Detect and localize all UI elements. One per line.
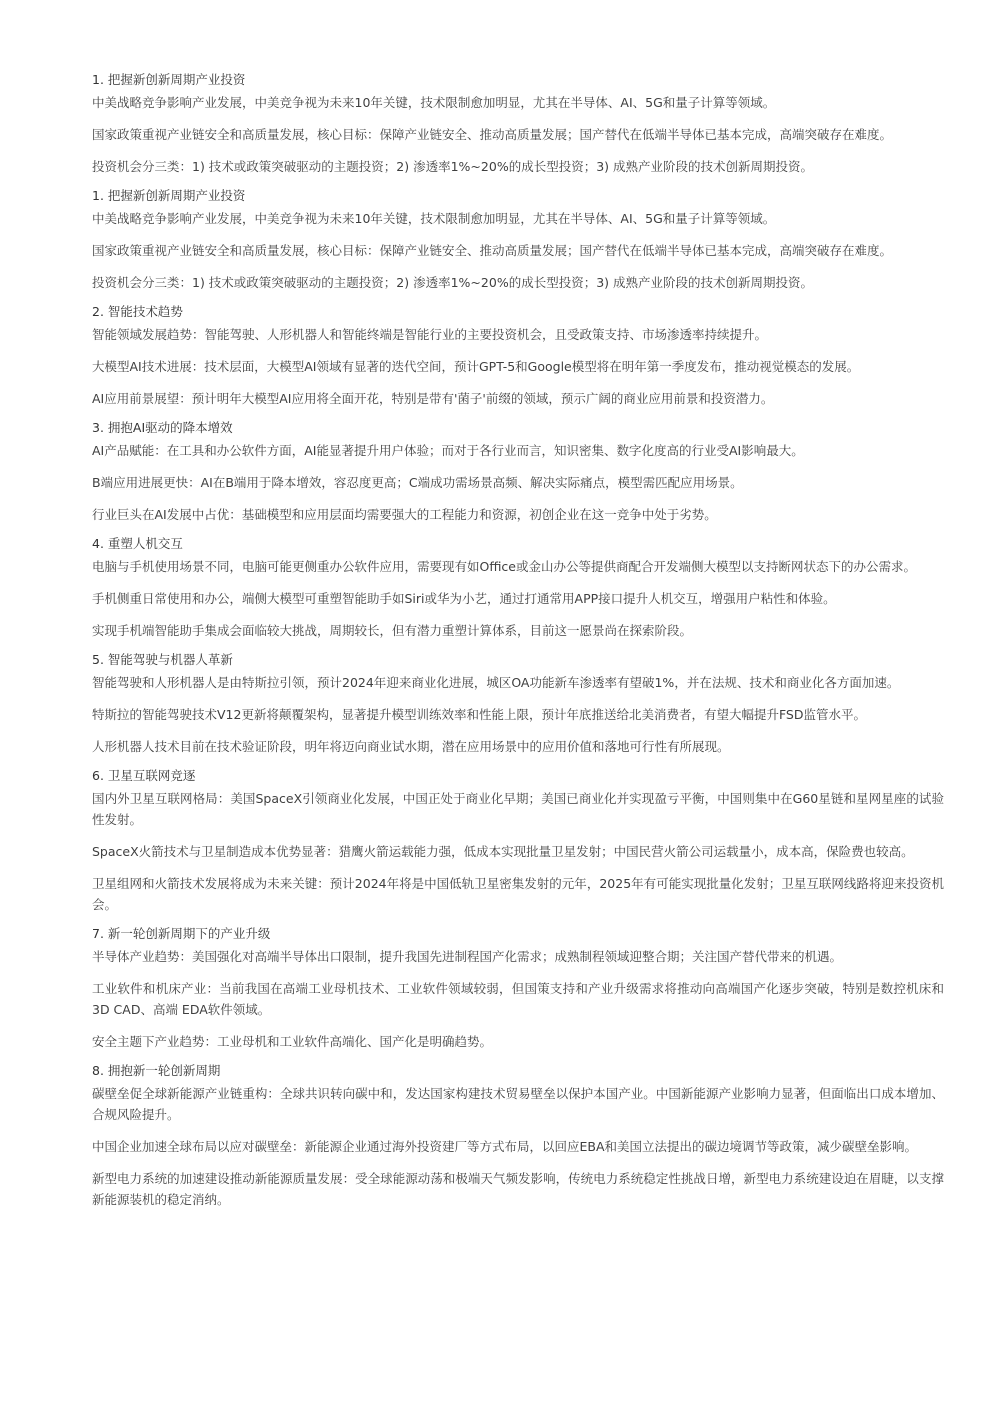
section-heading: 5. 智能驾驶与机器人革新 <box>92 652 233 667</box>
paragraph: B端应用进展更快：AI在B端用于降本增效，容忍度更高；C端成功需场景高频、解决实际痛点，模型需匹配应用场景。 <box>92 475 743 490</box>
paragraph: 中美战略竞争影响产业发展，中美竞争视为未来10年关键，技术限制愈加明显，尤其在半导体、AI、5G和量子计算等领域。 <box>92 211 776 226</box>
section <box>92 766 944 915</box>
paragraph: 人形机器人技术目前在技术验证阶段，明年将迈向商业试水期，潜在应用场景中的应用价值和落地可行性有所展现。 <box>92 739 730 754</box>
paragraph: 半导体产业趋势：美国强化对高端半导体出口限制，提升我国先进制程国产化需求；成熟制程领域迎整合期；关注国产替代带来的机遇。 <box>92 949 843 964</box>
document-page <box>92 70 944 1219</box>
section-heading: 8. 拥抱新一轮创新周期 <box>92 1063 221 1078</box>
section-heading: 2. 智能技术趋势 <box>92 304 183 319</box>
paragraph: 安全主题下产业趋势：工业母机和工业软件高端化、国产化是明确趋势。 <box>92 1034 493 1049</box>
paragraph: 国家政策重视产业链安全和高质量发展，核心目标：保障产业链安全、推动高质量发展；国产替代在低端半导体已基本完成，高端突破存在难度。 <box>92 243 893 258</box>
section-heading: 7. 新一轮创新周期下的产业升级 <box>92 926 271 941</box>
paragraph: 投资机会分三类：1) 技术或政策突破驱动的主题投资；2) 渗透率1%~20%的成长型投资；3) 成熟产业阶段的技术创新周期投资。 <box>92 159 813 174</box>
paragraph: 智能驾驶和人形机器人是由特斯拉引领，预计2024年迎来商业化进展，城区OA功能新车渗透率有望破1%，并在法规、技术和商业化各方面加速。 <box>92 675 900 690</box>
paragraph: 行业巨头在AI发展中占优：基础模型和应用层面均需要强大的工程能力和资源，初创企业在这一竞争中处于劣势。 <box>92 507 717 522</box>
section-heading: 1. 把握新创新周期产业投资 <box>92 188 246 203</box>
paragraph: 特斯拉的智能驾驶技术V12更新将颠覆架构，显著提升模型训练效率和性能上限，预计年底推送给北美消费者，有望大幅提升FSD监管水平。 <box>92 707 866 722</box>
paragraph: AI应用前景展望：预计明年大模型AI应用将全面开花，特别是带有'菌子'前缀的领域，预示广阔的商业应用前景和投资潜力。 <box>92 391 774 406</box>
section <box>92 302 944 409</box>
paragraph: 工业软件和机床产业：当前我国在高端工业母机技术、工业软件领域较弱，但国策支持和产业升级需求将推动向高端国产化逐步突破，特别是数控机床和3D CAD、高端 EDA软件领域。 <box>92 981 944 1017</box>
section-heading: 6. 卫星互联网竞逐 <box>92 768 196 783</box>
paragraph: 中国企业加速全球布局以应对碳壁垒：新能源企业通过海外投资建厂等方式布局，以回应EBA和美国立法提出的碳边境调节等政策，减少碳壁垒影响。 <box>92 1139 918 1154</box>
paragraph: 国家政策重视产业链安全和高质量发展，核心目标：保障产业链安全、推动高质量发展；国产替代在低端半导体已基本完成，高端突破存在难度。 <box>92 127 893 142</box>
paragraph: 碳壁垒促全球新能源产业链重构：全球共识转向碳中和，发达国家构建技术贸易壁垒以保护本国产业。中国新能源产业影响力显著，但面临出口成本增加、合规风险提升。 <box>92 1086 944 1122</box>
paragraph: 投资机会分三类：1) 技术或政策突破驱动的主题投资；2) 渗透率1%~20%的成长型投资；3) 成熟产业阶段的技术创新周期投资。 <box>92 275 813 290</box>
paragraph: 新型电力系统的加速建设推动新能源质量发展：受全球能源动荡和极端天气频发影响，传统电力系统稳定性挑战日增，新型电力系统建设迫在眉睫，以支撑新能源装机的稳定消纳。 <box>92 1171 944 1207</box>
paragraph: 大模型AI技术进展：技术层面，大模型AI领域有显著的迭代空间，预计GPT-5和Google模型将在明年第一季度发布，推动视觉模态的发展。 <box>92 359 860 374</box>
section <box>92 924 944 1052</box>
paragraph: 中美战略竞争影响产业发展，中美竞争视为未来10年关键，技术限制愈加明显，尤其在半导体、AI、5G和量子计算等领域。 <box>92 95 776 110</box>
section <box>92 70 944 177</box>
section-heading: 4. 重塑人机交互 <box>92 536 183 551</box>
paragraph: AI产品赋能：在工具和办公软件方面，AI能显著提升用户体验；而对于各行业而言，知识密集、数字化度高的行业受AI影响最大。 <box>92 443 804 458</box>
paragraph: 国内外卫星互联网格局：美国SpaceX引领商业化发展，中国正处于商业化早期；美国已商业化并实现盈亏平衡，中国则集中在G60星链和星网星座的试验性发射。 <box>92 791 944 827</box>
paragraph: 实现手机端智能助手集成会面临较大挑战，周期较长，但有潜力重塑计算体系，目前这一愿景尚在探索阶段。 <box>92 623 693 638</box>
section <box>92 1061 944 1210</box>
paragraph: 电脑与手机使用场景不同，电脑可能更侧重办公软件应用，需要现有如Office或金山办公等提供商配合开发端侧大模型以支持断网状态下的办公需求。 <box>92 559 916 574</box>
section <box>92 418 944 525</box>
section <box>92 186 944 293</box>
paragraph: 卫星组网和火箭技术发展将成为未来关键：预计2024年将是中国低轨卫星密集发射的元年，2025年有可能实现批量化发射；卫星互联网线路将迎来投资机会。 <box>92 876 944 912</box>
paragraph: 手机侧重日常使用和办公，端侧大模型可重塑智能助手如Siri或华为小艺，通过打通常用APP接口提升人机交互，增强用户粘性和体验。 <box>92 591 836 606</box>
section <box>92 534 944 641</box>
section-heading: 1. 把握新创新周期产业投资 <box>92 72 246 87</box>
section <box>92 650 944 757</box>
section-heading: 3. 拥抱AI驱动的降本增效 <box>92 420 233 435</box>
paragraph: 智能领域发展趋势：智能驾驶、人形机器人和智能终端是智能行业的主要投资机会，且受政策支持、市场渗透率持续提升。 <box>92 327 768 342</box>
paragraph: SpaceX火箭技术与卫星制造成本优势显著：猎鹰火箭运载能力强，低成本实现批量卫星发射；中国民营火箭公司运载量小，成本高，保险费也较高。 <box>92 844 914 859</box>
